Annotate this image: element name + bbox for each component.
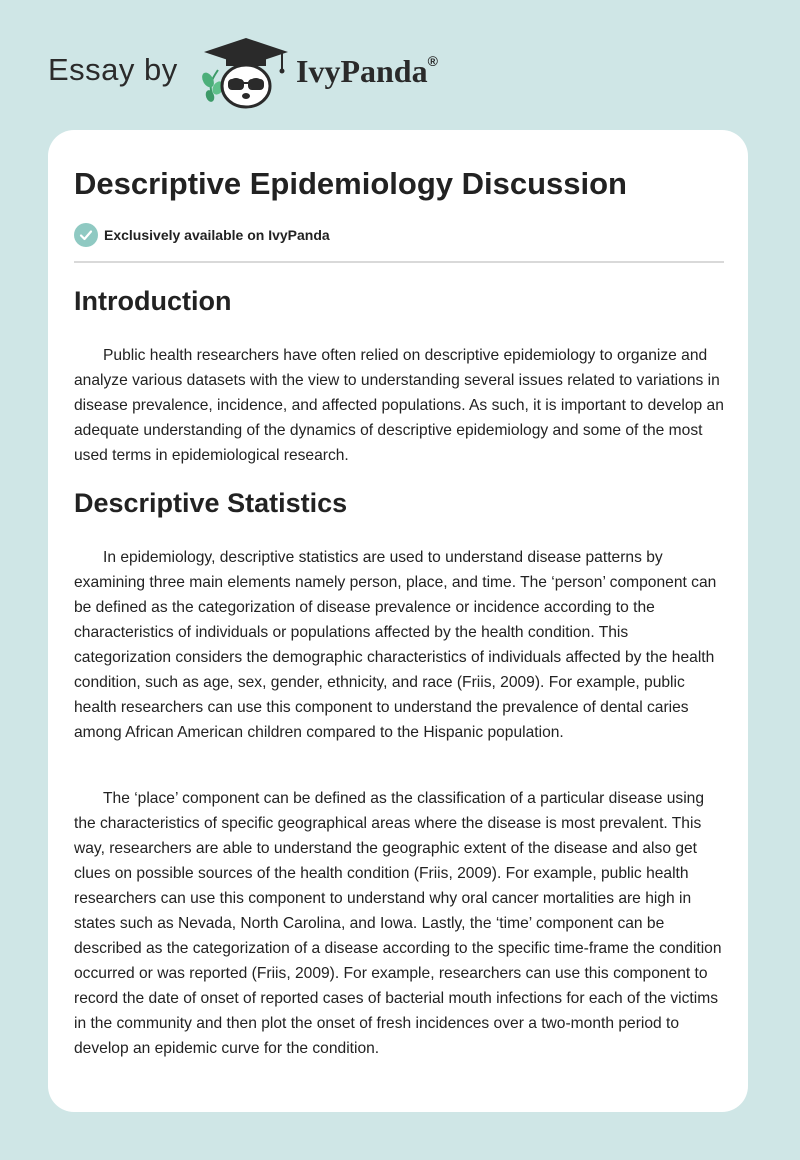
section-heading-introduction: Introduction (74, 286, 232, 316)
paragraph: The ‘place’ component can be defined as the classification of a particular disease using the characteristics of specific geographical areas where the disease is most prevalent. This way, researchers are able to understand the geographic extent of the disease and also get clues on possible sources of the health condition (Friis, 2009). For example, public health researchers can use this component to understand why oral cancer mortalities are high in states such as Nevada, North Carolina, and Iowa. Lastly, the ‘time’ component can be described as the categorization of a disease according to the specific time-frame the condition occurred or was reported (Friis, 2009). For example, researchers can use this component to record the date of onset of reported cases of bacterial mouth infections for each of the victims in the community and then plot the onset of fresh incidences over a two-month period to develop an epidemic curve for the condition. (74, 790, 722, 1057)
exclusive-badge (74, 222, 330, 248)
registered-mark: ® (427, 53, 438, 70)
brand-logo-text (296, 53, 438, 90)
divider (74, 261, 724, 263)
check-icon (74, 223, 98, 247)
article-title: Descriptive Epidemiology Discussion (74, 166, 627, 201)
brand-name: IvyPanda (296, 53, 428, 89)
essay-by-label: Essay by (48, 52, 178, 87)
paragraph: Public health researchers have often relied on descriptive epidemiology to organize and analyze various datasets with the view to understanding several issues related to variations in disease prevalence, incidence, and affected populations. As such, it is important to develop an adequate understanding of the dynamics of descriptive epidemiology and some of the most used terms in epidemiological research. (74, 347, 724, 464)
panda-graduation-cap-icon (198, 36, 292, 110)
exclusive-label: Exclusively available on IvyPanda (104, 227, 330, 243)
paragraph: In epidemiology, descriptive statistics are used to understand disease patterns by examining three main elements namely person, place, and time. The ‘person’ component can be defined as the categorization of disease prevalence or incidence according to the characteristics of individuals or populations affected by the health condition. This categorization considers the demographic characteristics of individuals affected by the health condition, such as age, sex, gender, ethnicity, and race (Friis, 2009). For example, public health researchers can use this component to understand the prevalence of dental caries among African American children compared to the Hispanic population. (74, 549, 717, 741)
section-heading-descriptive-statistics: Descriptive Statistics (74, 488, 348, 518)
site-header (0, 0, 800, 130)
article-card (48, 130, 748, 1112)
